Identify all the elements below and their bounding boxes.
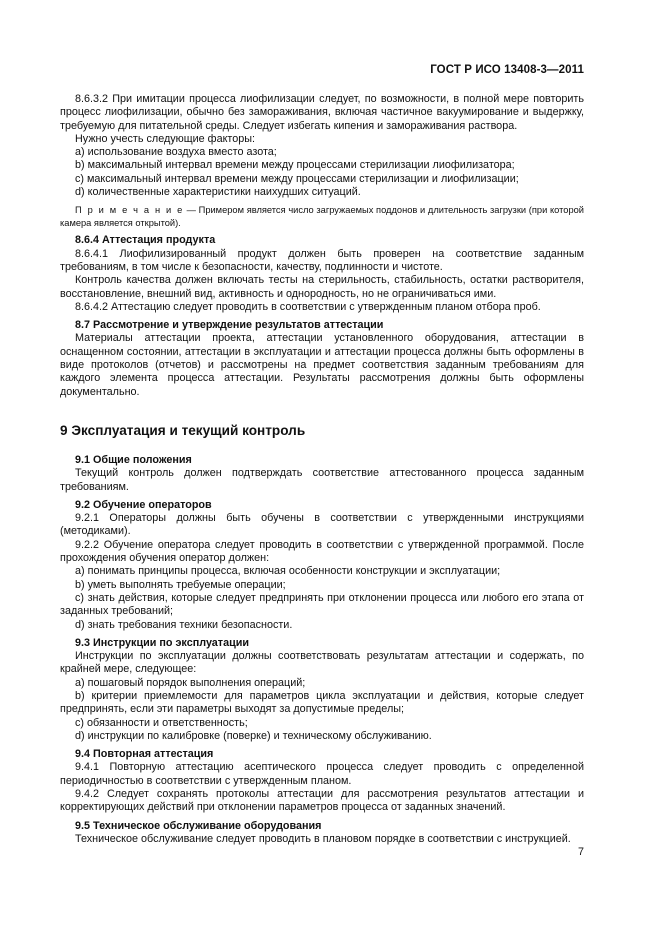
list-item: c) знать действия, которые следует предпринять при отклонении процесса или любого его этапа от заданных требований; — [60, 591, 584, 618]
paragraph-9-5: Техническое обслуживание следует проводить в плановом порядке в соответствии с инструкцией. — [75, 832, 571, 845]
list-item: c) обязанности и ответственность; — [75, 716, 248, 729]
list-item: a) использование воздуха вместо азота; — [75, 146, 277, 159]
list-item: c) максимальный интервал времени между процессами стерилизации и лиофилизации; — [75, 172, 519, 185]
list-item: b) максимальный интервал времени между процессами стерилизации лиофилизатора; — [75, 159, 515, 172]
paragraph-8-6-4-2: 8.6.4.2 Аттестацию следует проводить в соответствии с утвержденным планом отбора проб. — [75, 300, 541, 313]
note — [60, 204, 584, 229]
paragraph-9-1: Текущий контроль должен подтверждать соответствие аттестованного процесса заданным требованиям. — [60, 467, 584, 493]
heading-8-6-4: 8.6.4 Аттестация продукта — [75, 234, 216, 247]
factors-intro: Нужно учесть следующие факторы: — [75, 132, 256, 145]
heading-9-5: 9.5 Техническое обслуживание оборудования — [75, 819, 322, 832]
note-label: П р и м е ч а н и е — [75, 205, 184, 216]
paragraph-8-7: Материалы аттестации проекта, аттестации установленного оборудования, аттестации в оснащенном состоянии, аттестации в эксплуатации и аттестации процесса должны быть оформлены в виде протоколов (отчетов) и рассмотрены на предмет соответствия заданным требованиям для каждого элемента процесса аттестации. Результаты рассмотрения должны быть оформлены документально. — [60, 332, 584, 398]
paragraph-9-2-2: 9.2.2 Обучение оператора следует проводить в соответствии с утвержденной программой. После прохождения обучения оператор должен: — [60, 538, 584, 565]
list-item: d) инструкции по калибровке (поверке) и техническому обслуживанию. — [75, 729, 432, 742]
list-item: d) количественные характеристики наихудших ситуаций. — [75, 186, 361, 199]
list-item: b) уметь выполнять требуемые операции; — [75, 578, 286, 591]
section-heading-9: 9 Эксплуатация и текущий контроль — [60, 422, 306, 438]
heading-9-2: 9.2 Обучение операторов — [75, 498, 212, 511]
standard-designation: ГОСТ Р ИСО 13408-3—2011 — [430, 64, 584, 76]
heading-9-4: 9.4 Повторная аттестация — [75, 748, 214, 761]
paragraph-9-2-1: 9.2.1 Операторы должны быть обучены в соответствии с утвержденными инструкциями (методиками). — [60, 512, 584, 538]
paragraph-9-3: Инструкции по эксплуатации должны соответствовать результатам аттестации и содержать, по крайней мере, следующее: — [60, 650, 584, 676]
note-text: — Примером является число загружаемых поддонов и длительность загрузки (при которой камера является открытой). — [60, 205, 584, 228]
page-content — [60, 93, 584, 846]
paragraph-9-4-2: 9.4.2 Следует сохранять протоколы аттестации для рассмотрения результатов аттестации и корректирующих действий при отклонении параметров процесса от заданных значений. — [60, 788, 584, 814]
list-item: b) критерии приемлемости для параметров цикла эксплуатации и действия, которые следует предпринять, если эти параметры выходят за допустимые пределы; — [60, 689, 584, 716]
paragraph-8-6-4-1: 8.6.4.1 Лиофилизированный продукт должен быть проверен на соответствие заданным требованиям, в том числе к безопасности, качеству, подлинности и чистоте. — [60, 247, 584, 273]
list-item: a) пошаговый порядок выполнения операций; — [75, 676, 306, 689]
paragraph-quality-control: Контроль качества должен включать тесты на стерильность, стабильность, остатки растворителя, восстановление, внешний вид, активность и однородность, но не ограничиваться ими. — [60, 274, 584, 300]
list-item: d) знать требования техники безопасности. — [75, 618, 293, 631]
list-item: a) понимать принципы процесса, включая особенности конструкции и эксплуатации; — [75, 565, 501, 578]
heading-8-7: 8.7 Рассмотрение и утверждение результатов аттестации — [75, 319, 384, 332]
paragraph-9-4-1: 9.4.1 Повторную аттестацию асептического процесса следует проводить с определенной периодичностью в соответствии с утвержденным планом. — [60, 761, 584, 787]
page-number: 7 — [577, 846, 584, 858]
heading-9-3: 9.3 Инструкции по эксплуатации — [75, 636, 250, 649]
heading-9-1: 9.1 Общие положения — [75, 453, 192, 466]
paragraph-8-6-3-2: 8.6.3.2 При имитации процесса лиофилизации следует, по возможности, в полной мере повторить процесс лиофилизации, обычно без замораживания, включая частичное вакуумирование и выдержку, требуемую для питательной среды. Следует избегать кипения и замораживания раствора. — [60, 93, 584, 132]
